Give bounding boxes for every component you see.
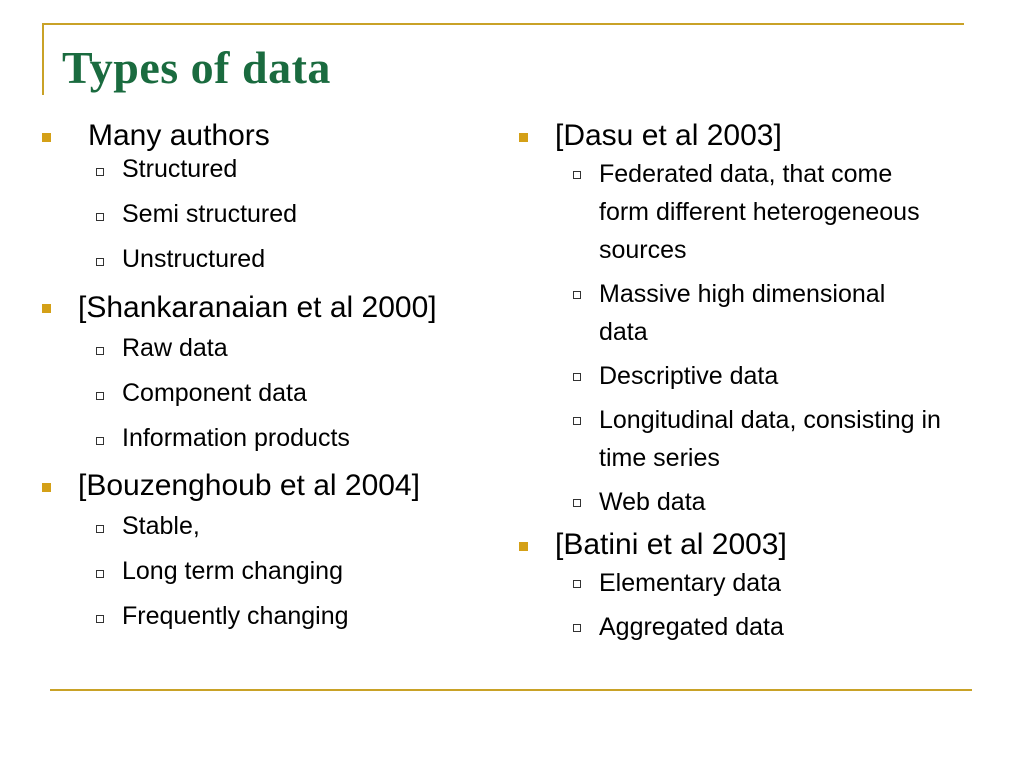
- sub-bullet-item: [517, 483, 977, 521]
- filled-square-bullet-icon: [519, 133, 528, 142]
- hollow-square-bullet-icon: [573, 291, 581, 299]
- bullet-item: [40, 289, 505, 326]
- slide-title: Types of data: [62, 42, 331, 93]
- hollow-square-bullet-icon: [96, 347, 104, 355]
- hollow-square-bullet-icon: [96, 570, 104, 578]
- sub-bullet-item: [517, 357, 977, 395]
- hollow-square-bullet-icon: [573, 417, 581, 425]
- hollow-square-bullet-icon: [96, 615, 104, 623]
- sub-bullet-text: Information products: [122, 424, 350, 452]
- bullet-item: [40, 468, 505, 504]
- hollow-square-bullet-icon: [573, 373, 581, 381]
- sub-bullet-text: Raw data: [122, 334, 228, 362]
- sub-bullet-text: Semi structured: [122, 200, 298, 228]
- sub-bullet-item: [40, 556, 505, 586]
- sub-bullet-text: Descriptive data: [599, 362, 779, 390]
- hollow-square-bullet-icon: [573, 171, 581, 179]
- top-rule: [42, 23, 964, 25]
- sub-bullet-item: [40, 423, 505, 453]
- sub-bullet-text: Component data: [122, 379, 307, 407]
- sub-bullet-text: Long term changing: [122, 557, 343, 585]
- filled-square-bullet-icon: [42, 304, 51, 313]
- sub-bullet-text: Massive high dimensional data: [599, 280, 886, 346]
- sub-bullet-item: [40, 244, 505, 274]
- hollow-square-bullet-icon: [573, 499, 581, 507]
- hollow-square-bullet-icon: [96, 525, 104, 533]
- sub-bullet-item: [517, 401, 959, 477]
- sub-bullet-text: Aggregated data: [599, 613, 784, 641]
- hollow-square-bullet-icon: [96, 258, 104, 266]
- hollow-square-bullet-icon: [96, 437, 104, 445]
- sub-bullet-text: Federated data, that come form different heterogeneous sources: [599, 160, 920, 264]
- filled-square-bullet-icon: [42, 483, 51, 492]
- bottom-rule: [50, 689, 972, 691]
- sub-bullet-item: [40, 511, 505, 541]
- sub-bullet-text: Unstructured: [122, 245, 266, 273]
- sub-bullet-text: Longitudinal data, consisting in time series: [599, 406, 941, 472]
- bullet-heading: [Bouzenghoub et al 2004]: [78, 469, 420, 502]
- sub-bullet-item: [517, 275, 899, 351]
- sub-bullet-item: [517, 155, 939, 269]
- bullet-item: [40, 118, 505, 154]
- bullet-heading: [Shankaranaian et al 2000]: [78, 291, 437, 324]
- sub-bullet-text: Stable,: [122, 512, 200, 540]
- bullet-heading: [Dasu et al 2003]: [555, 119, 782, 152]
- left-column: [40, 118, 505, 631]
- sub-bullet-item: [517, 564, 977, 602]
- right-column: [517, 118, 977, 652]
- hollow-square-bullet-icon: [573, 624, 581, 632]
- sub-bullet-item: [40, 601, 505, 631]
- sub-bullet-item: [40, 378, 505, 408]
- sub-bullet-item: [40, 199, 505, 229]
- sub-bullet-item: [40, 333, 505, 363]
- bullet-heading: [Batini et al 2003]: [555, 528, 787, 561]
- bullet-item: [517, 118, 977, 154]
- sub-bullet-text: Web data: [599, 488, 706, 516]
- sub-bullet-text: Elementary data: [599, 569, 782, 597]
- hollow-square-bullet-icon: [96, 213, 104, 221]
- filled-square-bullet-icon: [42, 133, 51, 142]
- hollow-square-bullet-icon: [96, 168, 104, 176]
- sub-bullet-text: Frequently changing: [122, 602, 349, 630]
- bullet-item: [517, 527, 977, 563]
- sub-bullet-item: [517, 608, 977, 646]
- filled-square-bullet-icon: [519, 542, 528, 551]
- bullet-heading: Many authors: [88, 119, 270, 152]
- hollow-square-bullet-icon: [573, 580, 581, 588]
- sub-bullet-item: [40, 154, 505, 184]
- left-rule: [42, 23, 44, 95]
- hollow-square-bullet-icon: [96, 392, 104, 400]
- sub-bullet-text: Structured: [122, 155, 238, 183]
